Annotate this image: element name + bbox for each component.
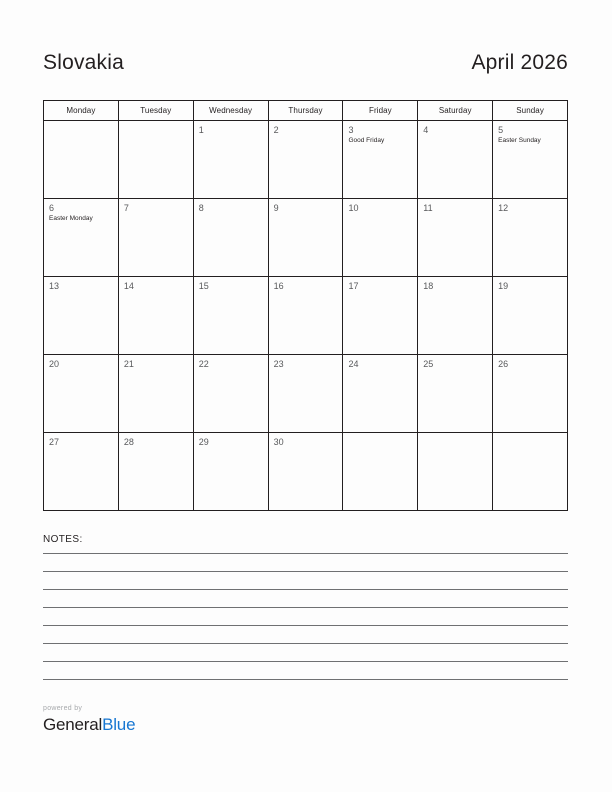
day-number: 25 — [423, 359, 434, 369]
day-number: 7 — [123, 203, 129, 213]
day-number: 27 — [49, 437, 60, 447]
weekday-header-monday: Monday — [44, 101, 119, 121]
day-number: 13 — [49, 281, 60, 291]
day-cell-26[interactable] — [493, 355, 568, 433]
day-cell-empty — [343, 433, 418, 511]
day-cell-7[interactable] — [119, 199, 194, 277]
day-cell-empty — [493, 433, 568, 511]
day-cell-empty — [119, 121, 194, 199]
calendar-grid — [43, 100, 568, 511]
month-year-title: April 2026 — [471, 51, 568, 74]
day-cell-25[interactable] — [418, 355, 493, 433]
week-row — [44, 433, 568, 511]
note-line — [43, 643, 568, 644]
note-line — [43, 589, 568, 590]
day-number: 20 — [49, 359, 60, 369]
note-line — [43, 607, 568, 608]
day-cell-16[interactable] — [269, 277, 344, 355]
day-cell-empty — [44, 121, 119, 199]
day-event-label: Easter Sunday — [498, 137, 541, 144]
day-cell-8[interactable] — [194, 199, 269, 277]
day-cell-29[interactable] — [194, 433, 269, 511]
day-cell-1[interactable] — [194, 121, 269, 199]
weekday-header-wednesday: Wednesday — [194, 101, 269, 121]
day-cell-9[interactable] — [269, 199, 344, 277]
note-line — [43, 553, 568, 554]
day-cell-22[interactable] — [194, 355, 269, 433]
day-cell-21[interactable] — [119, 355, 194, 433]
day-number: 21 — [123, 359, 134, 369]
day-cell-12[interactable] — [493, 199, 568, 277]
brand-name-second: Blue — [102, 715, 136, 734]
day-number: 11 — [423, 203, 433, 213]
day-cell-23[interactable] — [269, 355, 344, 433]
day-cell-15[interactable] — [194, 277, 269, 355]
day-number: 28 — [123, 437, 134, 447]
day-number: 14 — [123, 281, 134, 291]
day-number: 12 — [498, 203, 509, 213]
note-line — [43, 571, 568, 572]
day-cell-30[interactable] — [269, 433, 344, 511]
day-cell-24[interactable] — [343, 355, 418, 433]
day-number: 19 — [498, 281, 509, 291]
notes-section — [43, 533, 568, 680]
page-header — [43, 50, 568, 84]
day-cell-19[interactable] — [493, 277, 568, 355]
day-number: 10 — [348, 203, 359, 213]
day-cell-2[interactable] — [269, 121, 344, 199]
day-cell-empty — [418, 433, 493, 511]
day-cell-6[interactable] — [44, 199, 119, 277]
footer-logo — [43, 704, 135, 735]
day-cell-20[interactable] — [44, 355, 119, 433]
day-event-label: Good Friday — [348, 137, 385, 144]
day-cell-4[interactable] — [418, 121, 493, 199]
day-number: 1 — [198, 125, 204, 135]
day-cell-14[interactable] — [119, 277, 194, 355]
day-number: 15 — [198, 281, 209, 291]
day-number: 9 — [273, 203, 279, 213]
notes-label: NOTES: — [43, 534, 83, 545]
day-number: 5 — [498, 125, 504, 135]
weekday-header-friday: Friday — [343, 101, 418, 121]
calendar-weeks — [44, 121, 568, 511]
country-title: Slovakia — [43, 51, 124, 74]
day-number: 17 — [348, 281, 359, 291]
day-number: 22 — [198, 359, 209, 369]
day-cell-13[interactable] — [44, 277, 119, 355]
day-cell-18[interactable] — [418, 277, 493, 355]
week-row — [44, 199, 568, 277]
weekday-header-thursday: Thursday — [269, 101, 344, 121]
powered-by-label: powered by — [43, 705, 83, 712]
weekday-header-sunday: Sunday — [493, 101, 568, 121]
weekday-header-row — [44, 101, 568, 121]
day-number: 16 — [273, 281, 284, 291]
notes-lines — [43, 553, 568, 680]
note-line — [43, 679, 568, 680]
week-row — [44, 121, 568, 199]
note-line — [43, 661, 568, 662]
note-line — [43, 625, 568, 626]
brand-name — [43, 714, 135, 735]
day-number: 2 — [273, 125, 279, 135]
day-event-label: Easter Monday — [49, 215, 93, 222]
day-cell-5[interactable] — [493, 121, 568, 199]
week-row — [44, 355, 568, 433]
day-number: 24 — [348, 359, 359, 369]
day-cell-3[interactable] — [343, 121, 418, 199]
weekday-header-tuesday: Tuesday — [119, 101, 194, 121]
day-number: 3 — [348, 125, 354, 135]
day-number: 30 — [273, 437, 284, 447]
week-row — [44, 277, 568, 355]
day-number: 18 — [423, 281, 434, 291]
weekday-header-saturday: Saturday — [418, 101, 493, 121]
day-cell-28[interactable] — [119, 433, 194, 511]
day-number: 6 — [49, 203, 55, 213]
day-cell-10[interactable] — [343, 199, 418, 277]
day-cell-17[interactable] — [343, 277, 418, 355]
day-number: 26 — [498, 359, 509, 369]
day-number: 8 — [198, 203, 204, 213]
brand-name-first: General — [43, 715, 103, 734]
day-cell-27[interactable] — [44, 433, 119, 511]
day-number: 4 — [423, 125, 429, 135]
day-number: 29 — [198, 437, 209, 447]
day-cell-11[interactable] — [418, 199, 493, 277]
day-number: 23 — [273, 359, 284, 369]
